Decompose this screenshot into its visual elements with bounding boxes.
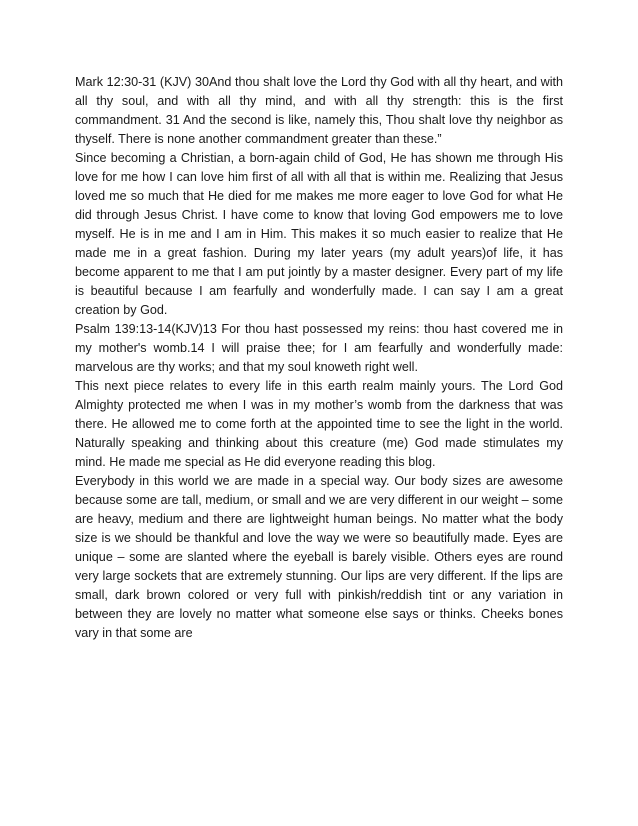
paragraph-mark-scripture: Mark 12:30-31 (KJV) 30And thou shalt love the Lord thy God with all thy heart, and with all thy soul, and with all thy mind, and with all thy strength: this is the first commandment. 31 And the second is like, namely this, Thou shalt love thy neighbor as thyself. There is none another commandment greater than these.” bbox=[75, 75, 563, 146]
document-body bbox=[75, 73, 563, 643]
paragraph-psalm-scripture: Psalm 139:13-14(KJV)13 For thou hast possessed my reins: thou hast covered me in my mother's womb.14 I will praise thee; for I am fearfully and wonderfully made: marvelous are thy works; and that my soul knoweth right well. bbox=[75, 322, 563, 374]
paragraph-since-becoming-christian: Since becoming a Christian, a born-again child of God, He has shown me through His love for me how I can love him first of all with all that is within me. Realizing that Jesus loved me so much that He died for me makes me more eager to love God for what He did through Jesus Christ. I have come to know that loving God empowers me to love myself. He is in me and I am in Him. This makes it so much easier to realize that He made me in a great fashion. During my later years (my adult years)of life, it has become apparent to me that I am put jointly by a master designer. Every part of my life is beautiful because I am fearfully and wonderfully made. I can say I am a great creation by God. bbox=[75, 151, 563, 317]
paragraph-everybody: Everybody in this world we are made in a special way. Our body sizes are awesome because some are tall, medium, or small and we are very different in our weight – some are heavy, medium and there are lightweight human beings. No matter what the body size is we should be thankful and love the way we were so beautifully made. Eyes are unique – some are slanted where the eyeball is barely visible. Others eyes are round very large sockets that are extremely stunning. Our lips are very different. If the lips are small, dark brown colored or very full with pinkish/reddish tint or any variation in between they are lovely no matter what someone else says or thinks. Cheeks bones vary in that some are bbox=[75, 474, 563, 640]
paragraph-next-piece: This next piece relates to every life in this earth realm mainly yours. The Lord God Almighty protected me when I was in my mother’s womb from the darkness that was there. He allowed me to come forth at the appointed time to see the light in the world. Naturally speaking and thinking about this creature (me) God made stimulates my mind. He made me special as He did everyone reading this blog. bbox=[75, 379, 563, 469]
